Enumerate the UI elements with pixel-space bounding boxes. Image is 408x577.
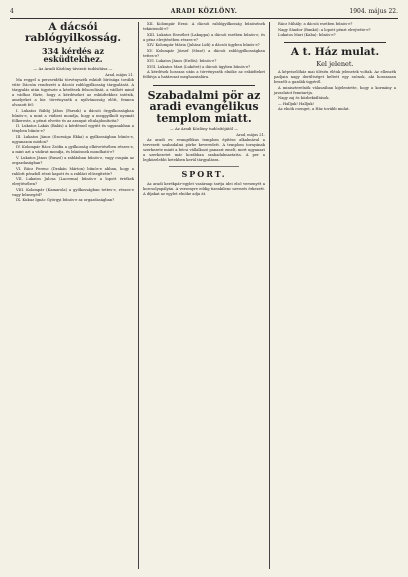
article-dateline: Arad, május 21. <box>105 72 134 77</box>
question-entry: XIV. Kolompár Mária (Juhász Lidi) a dácsói ügyben bűnös-e? <box>147 43 260 48</box>
section-divider <box>169 166 239 167</box>
column-2 <box>143 22 265 197</box>
question-entry: III. Lukatos János (Szorsága Ekka) a gyilkosságban bűnös-e, ugyanazon módon? <box>12 134 134 144</box>
article-closing: A kérdések hosszas után a törvényszék elnöke az esküdteket felhívja a határozat meghozatalára. <box>143 70 265 80</box>
question-entry: XVI. Lukatos János (Erdős): bűnös-e? <box>147 59 217 64</box>
question-entry: Rácz Mihály: a dácsói esetben bűnös-e? <box>278 22 353 26</box>
question-entry: XIII. Lukatos Erzsébet (Lakuppa) a dácsói esetben bűnös-e, és a pénz elrejtésében részes-e? <box>143 32 265 42</box>
newspaper-name: ARADI KÖZLÖNY. <box>170 8 238 15</box>
article-intro: Ma reggel a perzsvidéki törvényszék esküdt bírósága tovább vitte Dácsón rendezett a dácsói rablógyilkosság tárgyalását. A tárgyalás után tigyészte a kérdések felsorolását, a vádlott mind a vádhoz fűzte, hogy a kérdéseket az esküdtekhez intézik, amelyeket a kir. törvényszék a nyilvánosság előtt, fennen olvasott fel: <box>12 77 134 108</box>
article-paragraph: Az elnök csenget, a Ház tovább mulat. <box>278 107 350 112</box>
question-entry: XVII. Lukatos Mari (Lukótet) a dácsói ügyben bűnös-e? <box>147 64 251 69</box>
section-divider <box>284 42 386 43</box>
column-divider <box>138 22 139 569</box>
article-paragraph: Nagy zaj és közbekiáltások. <box>278 96 330 101</box>
question-entry: XV. Kolompár József (Musé) a dácsói rablógyilkosságban tettes-e? <box>143 48 265 58</box>
page-number: 4 <box>10 8 14 15</box>
question-entry: VIII. Kolompár (Kamarola) a gyilkosságban tettes-e, részes-e vagy bűnsegéd? <box>12 187 134 197</box>
question-entry: XII. Kolompár Erzsi: A dácsói rablógyilkosság bűnösének tekintendő-e? <box>143 22 265 32</box>
question-entry: VII. Lukatos Julcsa (Lacerma) bűnös-e a lopott értékek elrejtésében? <box>12 177 134 187</box>
question-entry: VI. Rácz Ferenc (Drakán Márton) bűnös-e abban, hogy a rablott pénzből részt kapott és a rablást elősegítette? <box>12 166 134 176</box>
question-entry: IV. Kolompár Rácz Zsófia a gyilkosság elkövetésében részes-e, a mint azt a vádirat mondja, és bűnösnek mondható-e? <box>12 145 134 155</box>
masthead <box>10 6 398 19</box>
article-body: Az aradi ev. evangélikus templom építése alkalmával a tervezett szabadalmi pörbe keveredett. A templom tornyának szerkezete miatt a bécsi vállalkozó panaszt emelt, mert ugyanazt a szerkezetet már korábban szabadalmaztatta. A per a legközelebbi hetekben kerül tárgyalásra. <box>143 138 265 163</box>
question-entry: I. Lukatos Rábbj Jábos (Farszk) a dácsói őrgyilkosságban bűnös-e, a mint a vádirat mondja, hogy a meggyilkolt nyomát fölkereste, a pénzt elvette és az aranyat eltulajdonította? <box>12 108 134 123</box>
column-3 <box>274 22 396 113</box>
question-entry: V. Lukatos János (Ruszó) a rablásban bűnös-e, vagy csupán az orgazdaságban? <box>12 156 134 166</box>
question-entry: Nagy Sándor (Bunkó): a lopott pénzt elrejtette-e? <box>278 27 371 32</box>
article-headline: Szabadalmi pör az aradi evangélikus templom miatt. <box>147 88 261 125</box>
article-body: Az aradi kerékpár-egylet vasárnap tartja idei első versenyét a korcsolyapályán. A versenyre eddig tizenkilenc nevezés érkezett. A díjakat az egylet elnöke adja át. <box>143 181 265 196</box>
article-headline: A dácsói rablógyilkosság. <box>25 21 121 45</box>
article-paragraph: A képviselőház mai ülésén élénk jelenetek voltak. Az ellenzék padjain nagy derültséget keltett egy szónok, aki hosszasan beszélt a gazdák ügyéről. <box>274 70 396 85</box>
question-entry: IX. Kukuz Ignác Györgyi bűnös-e az orgazdaságban? <box>16 198 115 203</box>
column-1 <box>12 22 134 204</box>
article-credit: — Az Aradi Közlöny távirati tudósítása — <box>33 65 113 71</box>
article-paragraph: — Halljuk! Halljuk! <box>278 101 315 106</box>
question-entry: II. Lukatos Lakás (Balás) a kérdéssel együtt és ugyanabban a tényben bűnös-e? <box>12 124 134 134</box>
article-subheadline: 334 kérdés az esküdtekhez. <box>41 46 105 65</box>
article-credit: — Az Aradi Közlöny tudósítójától — <box>169 126 239 132</box>
article-subheadline: Kel jelenet. <box>316 60 354 69</box>
section-heading-sport: SPORT. <box>181 169 227 180</box>
section-divider <box>153 85 255 86</box>
article-dateline: Arad, május 21. <box>236 133 265 138</box>
question-entry: Lukatos Mari (Kaba): bűnös-e? <box>278 33 336 38</box>
issue-date: 1904. május 22. <box>349 8 398 15</box>
article-headline: A t. Ház mulat. <box>290 46 380 59</box>
column-divider <box>269 22 270 569</box>
article-paragraph: A miniszterelnök válaszában kijelentette, hogy a kormány a javaslatot fenntartja. <box>274 85 396 95</box>
